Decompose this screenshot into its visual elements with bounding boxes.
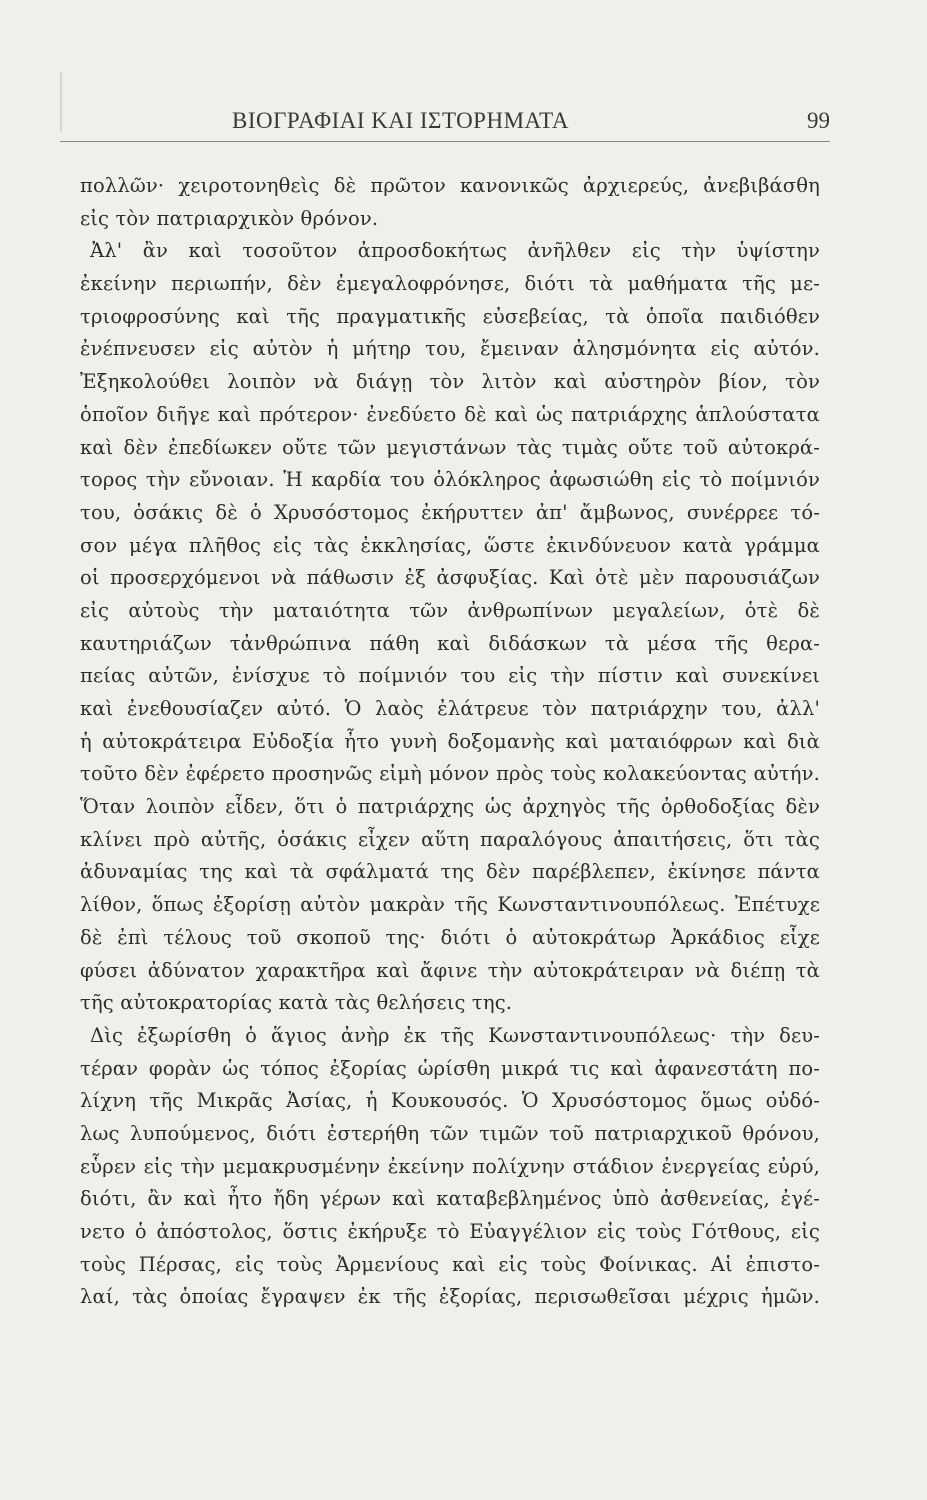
text-line: του, ὁσάκις δὲ ὁ Χρυσόστομος ἐκήρυττεν ἀπ' ἄμβωνος, συνέρρεε τό- (80, 500, 820, 524)
body-text (80, 170, 820, 1314)
text-line: τορος τὴν εὔνοιαν. Ἡ καρδία του ὁλόκληρος ἀφωσιώθη εἰς τὸ ποίμνιόν (80, 468, 820, 492)
text-line: Ἐξηκολούθει λοιπὸν νὰ διάγῃ τὸν λιτὸν καὶ αὐστηρὸν βίον, τὸν (80, 370, 820, 394)
text-line: τοὺς Πέρσας, εἰς τοὺς Ἀρμενίους καὶ εἰς τοὺς Φοίνικας. Αἱ ἐπιστο- (80, 1252, 820, 1276)
text-line: λαί, τὰς ὁποίας ἔγραψεν ἐκ τῆς ἐξορίας, περισωθεῖσαι μέχρις ἡμῶν. (80, 1285, 820, 1309)
text-line: εἰς τὸν πατριαρχικὸν θρόνον. (80, 206, 379, 230)
page-header (60, 104, 830, 138)
text-line: οἱ προσερχόμενοι νὰ πάθωσιν ἐξ ἀσφυξίας. Καὶ ὁτὲ μὲν παρουσιάζων (80, 566, 820, 590)
text-line: φύσει ἀδύνατον χαρακτῆρα καὶ ἄφινε τὴν αὐτοκράτειραν νὰ διέπῃ τὰ (80, 958, 820, 982)
text-line: καὶ ἐνεθουσίαζεν αὐτό. Ὁ λαὸς ἐλάτρευε τὸν πατριάρχην του, ἀλλ' (80, 697, 820, 720)
text-line: τριοφροσύνης καὶ τῆς πραγματικῆς εὐσεβείας, τὰ ὁποῖα παιδιόθεν (80, 304, 820, 328)
text-line: πολλῶν· χειροτονηθεὶς δὲ πρῶτον κανονικῶς ἀρχιερεύς, ἀνεβιβάσθη (80, 174, 820, 197)
text-line: Δὶς ἐξωρίσθη ὁ ἅγιος ἀνὴρ ἐκ τῆς Κωνσταντινουπόλεως· τὴν δευ- (90, 1023, 820, 1047)
text-line: διότι, ἂν καὶ ἦτο ἤδη γέρων καὶ καταβεβλημένος ὑπὸ ἀσθενείας, ἐγέ- (80, 1187, 820, 1211)
text-line: καυτηριάζων τἀνθρώπινα πάθη καὶ διδάσκων τὰ μέσα τῆς θερα- (80, 631, 820, 655)
text-line: τέραν φορὰν ὡς τόπος ἐξορίας ὡρίσθη μικρά τις καὶ ἀφανεστάτη πο- (80, 1056, 820, 1080)
text-line: πείας αὐτῶν, ἐνίσχυε τὸ ποίμνιόν του εἰς τὴν πίστιν καὶ συνεκίνει (80, 664, 820, 688)
text-line: σον μέγα πλῆθος εἰς τὰς ἐκκλησίας, ὥστε ἐκινδύνευον κατὰ γράμμα (80, 533, 820, 557)
text-line: ἀδυναμίας της καὶ τὰ σφάλματά της δὲν παρέβλεπεν, ἐκίνησε πάντα (80, 860, 820, 884)
text-line: ἡ αὐτοκράτειρα Εὐδοξία ἦτο γυνὴ δοξομανὴς καὶ ματαιόφρων καὶ διὰ (80, 729, 820, 753)
text-line: εἰς αὐτοὺς τὴν ματαιότητα τῶν ἀνθρωπίνων μεγαλείων, ὁτὲ δὲ (80, 598, 820, 622)
text-line: λως λυπούμενος, διότι ἐστερήθη τῶν τιμῶν τοῦ πατριαρχικοῦ θρόνου, (80, 1121, 820, 1145)
text-line: λίχνη τῆς Μικρᾶς Ἀσίας, ἡ Κουκουσός. Ὁ Χρυσόστομος ὅμως οὐδό- (80, 1089, 820, 1113)
text-line: ἐνέπνευσεν εἰς αὐτὸν ἡ μήτηρ του, ἔμειναν ἀλησμόνητα εἰς αὐτόν. (80, 337, 820, 361)
text-line: ὁποῖον διῆγε καὶ πρότερον· ἐνεδύετο δὲ καὶ ὡς πατριάρχης ἁπλούστατα (80, 402, 820, 426)
text-line: εὗρεν εἰς τὴν μεμακρυσμένην ἐκείνην πολίχνην στάδιον ἐνεργείας εὐρύ, (80, 1154, 820, 1178)
text-line: νετο ὁ ἀπόστολος, ὅστις ἐκήρυξε τὸ Εὐαγγέλιον εἰς τοὺς Γότθους, εἰς (80, 1220, 820, 1243)
page-number: 99 (807, 108, 830, 133)
text-line: Ἀλ' ἂν καὶ τοσοῦτον ἀπροσδοκήτως ἀνῆλθεν εἰς τὴν ὑψίστην (90, 239, 820, 263)
text-line: τῆς αὐτοκρατορίας κατὰ τὰς θελήσεις της. (80, 991, 513, 1015)
text-line: δὲ ἐπὶ τέλους τοῦ σκοποῦ της· διότι ὁ αὐτοκράτωρ Ἀρκάδιος εἶχε (80, 925, 820, 949)
text-line: τοῦτο δὲν ἐφέρετο προσηνῶς εἰμὴ μόνον πρὸς τοὺς κολακεύοντας αὐτήν. (80, 762, 820, 786)
text-line: Ὅταν λοιπὸν εἶδεν, ὅτι ὁ πατριάρχης ὡς ἀρχηγὸς τῆς ὀρθοδοξίας δὲν (80, 795, 820, 819)
header-rule (60, 141, 830, 142)
text-line: ἐκείνην περιωπήν, δὲν ἐμεγαλοφρόνησε, διότι τὰ μαθήματα τῆς με- (80, 272, 820, 296)
text-line: λίθον, ὅπως ἐξορίσῃ αὐτὸν μακρὰν τῆς Κωνσταντινουπόλεως. Ἐπέτυχε (80, 893, 820, 917)
text-line: καὶ δὲν ἐπεδίωκεν οὔτε τῶν μεγιστάνων τὰς τιμὰς οὔτε τοῦ αὐτοκρά- (80, 435, 820, 459)
running-title: ΒΙΟΓΡΑΦΙΑΙ ΚΑΙ ΙΣΤΟΡΗΜΑΤΑ (232, 108, 569, 133)
text-line: κλίνει πρὸ αὐτῆς, ὁσάκις εἶχεν αὕτη παραλόγους ἀπαιτήσεις, ὅτι τὰς (80, 827, 820, 851)
